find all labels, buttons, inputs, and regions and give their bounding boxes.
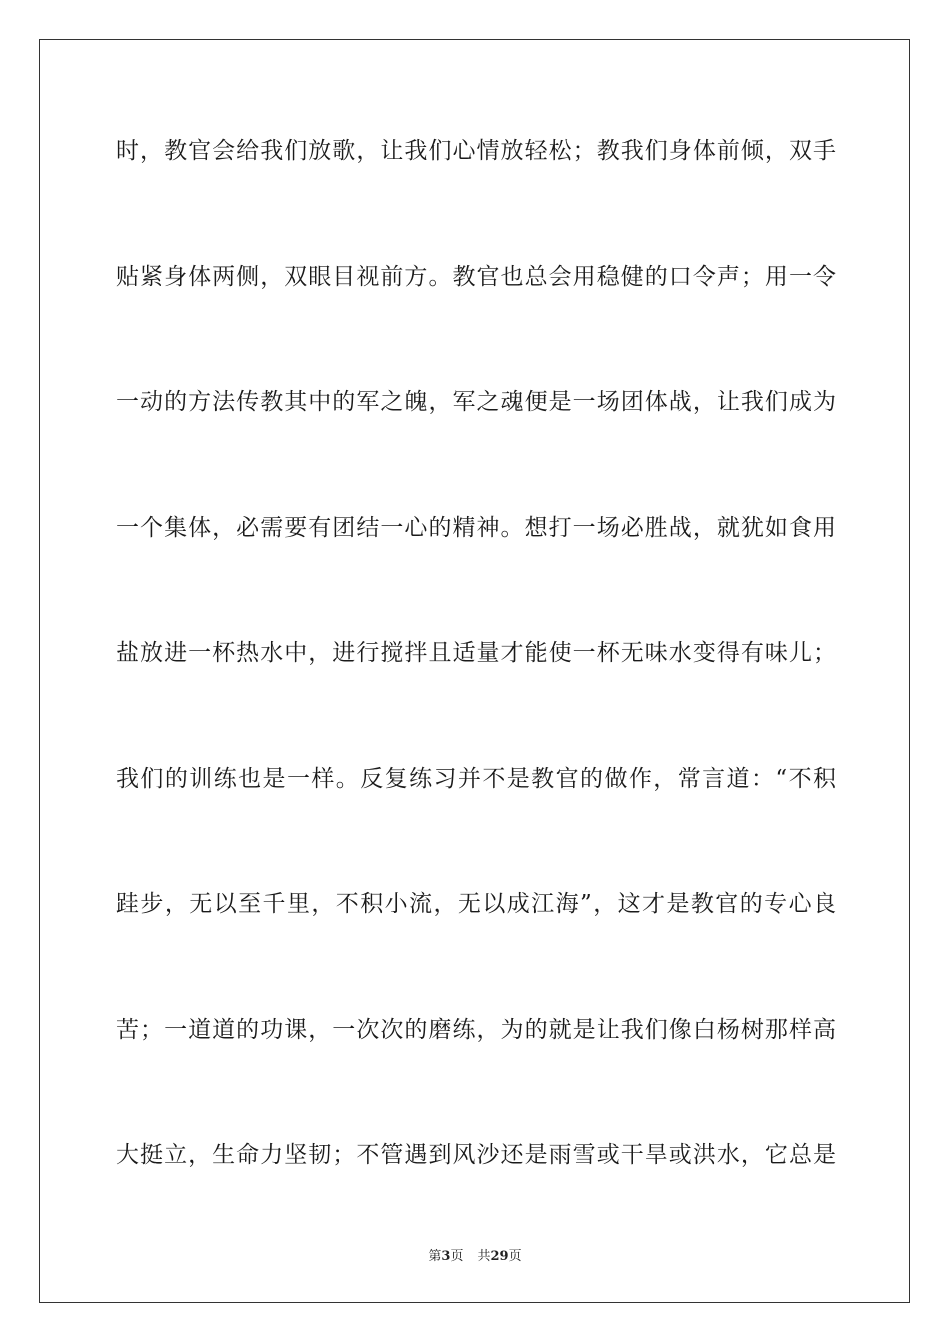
- total-suffix: 页: [508, 1249, 522, 1264]
- total-prefix: 共: [477, 1249, 491, 1264]
- page-suffix: 页: [450, 1249, 464, 1264]
- text-line-7: 跬步，无以至千里，不积小流，无以成江海”，这才是教官的专心良: [116, 891, 836, 917]
- text-line-3: 一动的方法传教其中的军之魄，军之魂便是一场团体战，让我们成为: [116, 389, 836, 415]
- text-line-2: 贴紧身体两侧，双眼目视前方。教官也总会用稳健的口令声；用一令: [116, 263, 836, 290]
- text-line-1: 时，教官会给我们放歌，让我们心情放轻松；教我们身体前倾，双手: [116, 138, 836, 164]
- total-indicator: [477, 1248, 521, 1266]
- text-line-8: 苦；一道道的功课，一次次的磨练，为的就是让我们像白杨树那样高: [116, 1016, 836, 1043]
- page-footer: [0, 1248, 950, 1266]
- text-line-4: 一个集体，必需要有团结一心的精神。想打一场必胜战，就犹如食用: [116, 514, 836, 541]
- text-line-5: 盐放进一杯热水中，进行搅拌且适量才能使一杯无味水变得有味儿；: [116, 640, 836, 666]
- page-indicator: [428, 1248, 463, 1266]
- body-text: [116, 128, 836, 1258]
- page-prefix: 第: [428, 1249, 442, 1264]
- text-line-9: 大挺立，生命力坚韧；不管遇到风沙还是雨雪或干旱或洪水，它总是: [116, 1142, 836, 1168]
- total-number: 29: [490, 1249, 509, 1264]
- page-number: 3: [441, 1249, 451, 1264]
- text-line-6: 我们的训练也是一样。反复练习并不是教官的做作，常言道：“不积: [116, 765, 836, 792]
